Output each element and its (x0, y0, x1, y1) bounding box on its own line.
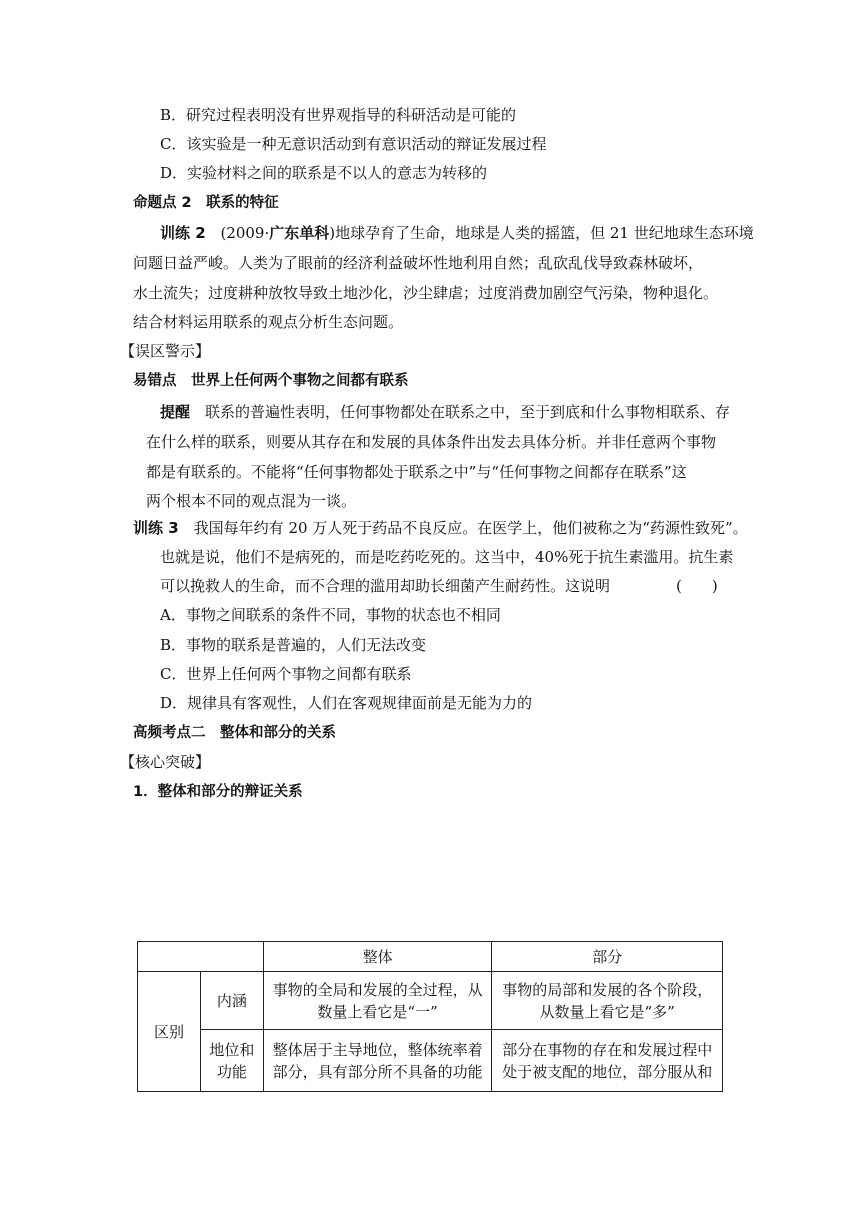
cell-line: 地位和 (209, 1040, 255, 1059)
table-row (138, 1030, 723, 1092)
cell-line: 事物的全局和发展的全过程，从 (272, 980, 483, 999)
warning-heading: 【误区警示】 (120, 342, 211, 360)
row-label-connotation: 内涵 (200, 972, 263, 1030)
exercise-3-line-2: 也就是说，他们不是病死的，而是吃药吃死的。这当中，40%死于抗生素滥用。抗生素 (160, 548, 734, 566)
option-d-prev: D．实验材料之间的联系是不以人的意志为转移的 (160, 164, 488, 182)
error-point-heading: 易错点 世界上任何两个事物之间都有联系 (133, 373, 409, 389)
header-part: 部分 (492, 942, 723, 972)
cell-whole-status (263, 1030, 492, 1092)
exercise-2-text: )地球孕育了生命，地球是人类的摇篮，但 21 世纪地球生态环境 (329, 224, 754, 242)
exercise-2-year: (2009· (220, 224, 270, 242)
tip-line-1 (160, 402, 730, 422)
table-row (138, 972, 723, 1030)
core-breakthrough-heading: 【核心突破】 (120, 753, 211, 771)
exercise-3-line-3: 可以挽救人的生命，而不合理的滥用却助长细菌产生耐药性。这说明 (160, 577, 611, 595)
row-group-label: 区别 (138, 972, 201, 1092)
answer-paren: ( ) (676, 577, 718, 595)
cell-whole-connotation (263, 972, 492, 1030)
option-d: D．规律具有客观性，人们在客观规律面前是无能为力的 (160, 694, 533, 712)
cell-line: 处于被支配的地位，部分服从和 (502, 1062, 713, 1081)
tip-line-2: 在什么样的联系，则要从其存在和发展的具体条件出发去具体分析。并非任意两个事物 (146, 433, 717, 451)
subsection-heading: 1．整体和部分的辩证关系 (133, 784, 303, 800)
tip-label: 提醒 (160, 403, 191, 421)
cell-line: 整体居于主导地位，整体统率着 (272, 1040, 483, 1059)
exercise-2-source: 广东单科 (269, 224, 330, 242)
exercise-2-line-1 (160, 223, 754, 243)
cell-line: 部分，具有部分所不具备的功能 (272, 1062, 483, 1081)
exercise-3-text-1: 我国每年约有 20 万人死于药品不良反应。在医学上，他们被称之为“药源性致死”。 (178, 519, 748, 537)
exercise-2-label: 训练 2 (160, 224, 206, 242)
comparison-table (137, 941, 723, 1092)
section-heading-2: 命题点 2 联系的特征 (133, 195, 279, 211)
tip-text-1: 联系的普遍性表明，任何事物都处在联系之中，至于到底和什么事物相联系、存 (190, 403, 731, 421)
tip-line-4: 两个根本不同的观点混为一谈。 (146, 492, 357, 510)
cell-line: 事物的局部和发展的各个阶段， (502, 980, 713, 999)
header-whole: 整体 (263, 942, 492, 972)
exercise-2-line-4: 结合材料运用联系的观点分析生态问题。 (133, 313, 404, 331)
row-label-status (200, 1030, 263, 1092)
exercise-3-label: 训练 3 (133, 519, 179, 537)
cell-line: 部分在事物的存在和发展过程中 (502, 1040, 713, 1059)
key-topic-heading: 高频考点二 整体和部分的关系 (133, 725, 336, 741)
tip-line-3: 都是有联系的。不能将“任何事物都处于联系之中”与“任何事物之间都存在联系”这 (146, 463, 687, 481)
option-c: C．世界上任何两个事物之间都有联系 (160, 665, 412, 683)
option-c-prev: C．该实验是一种无意识活动到有意识活动的辩证发展过程 (160, 135, 547, 153)
option-b: B．事物的联系是普遍的，人们无法改变 (160, 636, 427, 654)
table-corner-cell (138, 942, 264, 972)
table-header-row (138, 942, 723, 972)
exercise-3-line-1 (133, 518, 748, 538)
cell-line: 功能 (216, 1062, 247, 1081)
cell-part-status (492, 1030, 723, 1092)
option-a: A．事物之间联系的条件不同，事物的状态也不相同 (160, 606, 501, 624)
cell-line: 数量上看它是“一” (317, 1002, 438, 1021)
cell-line: 从数量上看它是“多” (539, 1002, 675, 1021)
exercise-2-line-2: 问题日益严峻。人类为了眼前的经济利益破坏性地利用自然；乱砍乱伐导致森林破坏， (133, 254, 704, 272)
exercise-2-line-3: 水土流失；过度耕种放牧导致土地沙化，沙尘肆虐；过度消费加剧空气污染，物种退化。 (133, 284, 719, 302)
option-b-prev: B．研究过程表明没有世界观指导的科研活动是可能的 (160, 106, 517, 124)
cell-part-connotation (492, 972, 723, 1030)
